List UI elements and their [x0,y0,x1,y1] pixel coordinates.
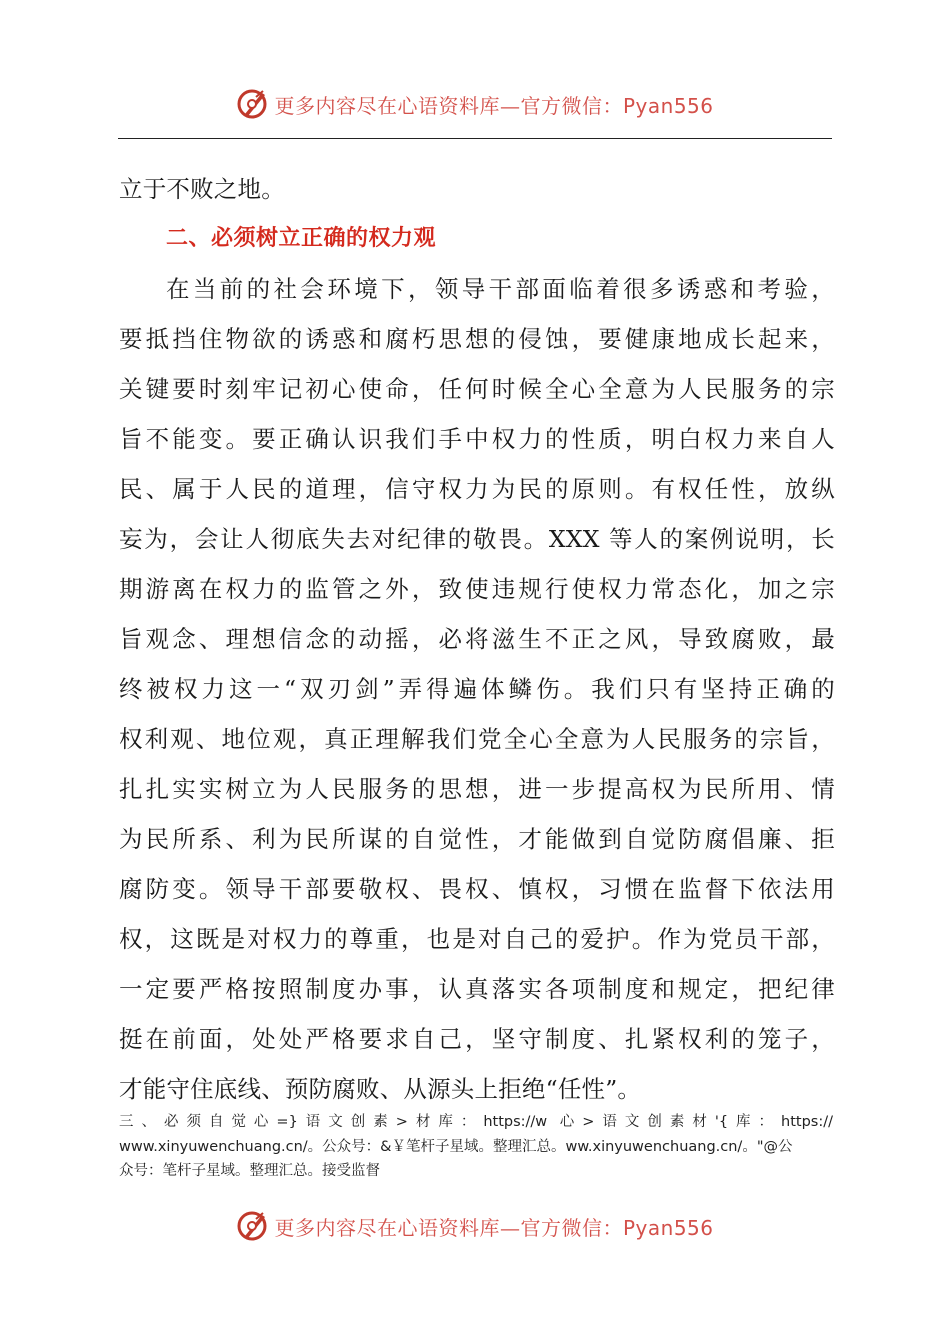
body-line: 挺在前面，处处严格要求自己，坚守制度、扎紧权利的笼子， [119,1025,835,1053]
footer-banner-text: 更多内容尽在心语资料库—官方微信：Pyan556 [274,1215,714,1240]
body-line: 权利观、地位观，真正理解我们党全心全意为人民服务的宗旨， [119,725,835,753]
body-line: 要抵挡住物欲的诱惑和腐朽思想的侵蚀，要健康地成长起来， [119,325,835,353]
footer-banner [0,1206,950,1246]
body-line: 在当前的社会环境下，领导干部面临着很多诱惑和考验， [166,275,835,303]
document-body [119,164,835,1114]
body-line: 妄为，会让人彻底失去对纪律的敬畏。XXX 等人的案例说明，长 [119,525,835,553]
note-line: www.xinyuwenchuang.cn/。公众号：&￥笔杆子星域。整理汇总。ww.xinyuwenchuang.cn/。"@公 [119,1138,793,1155]
body-line: 期游离在权力的监管之外，致使违规行使权力常态化，加之宗 [119,575,835,603]
section-heading: 二、必须树立正确的权力观 [166,226,437,251]
quill-logo-icon [236,87,270,121]
quill-logo-icon [236,1209,270,1243]
header-wechat-id: Pyan556 [622,93,714,118]
note-line: 众号：笔杆子星域。整理汇总。接受监督 [119,1163,380,1179]
note-line: 三、必须自觉心=}语文创素>材库：https://w 心>语文创素材'{库：https:// [119,1114,833,1130]
body-line: 旨观念、理想信念的动摇，必将滋生不正之风，导致腐败，最 [119,625,835,653]
watermark-note [119,1110,833,1184]
body-line: 一定要严格按照制度办事，认真落实各项制度和规定，把纪律 [119,975,835,1003]
body-line: 腐防变。领导干部要敬权、畏权、慎权，习惯在监督下依法用 [119,875,835,903]
body-line: 才能守住底线、预防腐败、从源头上拒绝“任性”。 [119,1075,642,1103]
header-divider [118,138,832,139]
footer-wechat-id: Pyan556 [622,1215,714,1240]
body-line: 关键要时刻牢记初心使命，任何时候全心全意为人民服务的宗 [119,375,835,403]
body-line: 为民所系、利为民所谋的自觉性，才能做到自觉防腐倡廉、拒 [119,825,835,853]
body-line: 扎扎实实树立为人民服务的思想，进一步提高权为民所用、情 [119,775,835,803]
body-first-line: 立于不败之地。 [119,175,285,203]
body-line: 终被权力这一“双刃剑”弄得遍体鳞伤。我们只有坚持正确的 [119,675,835,703]
body-line: 旨不能变。要正确认识我们手中权力的性质，明白权力来自人 [119,425,835,453]
header-banner-text: 更多内容尽在心语资料库—官方微信：Pyan556 [274,93,714,118]
header-banner [0,84,950,124]
body-line: 权，这既是对权力的尊重，也是对自己的爱护。作为党员干部， [119,925,835,953]
body-line: 民、属于人民的道理，信守权力为民的原则。有权任性，放纵 [119,475,835,503]
